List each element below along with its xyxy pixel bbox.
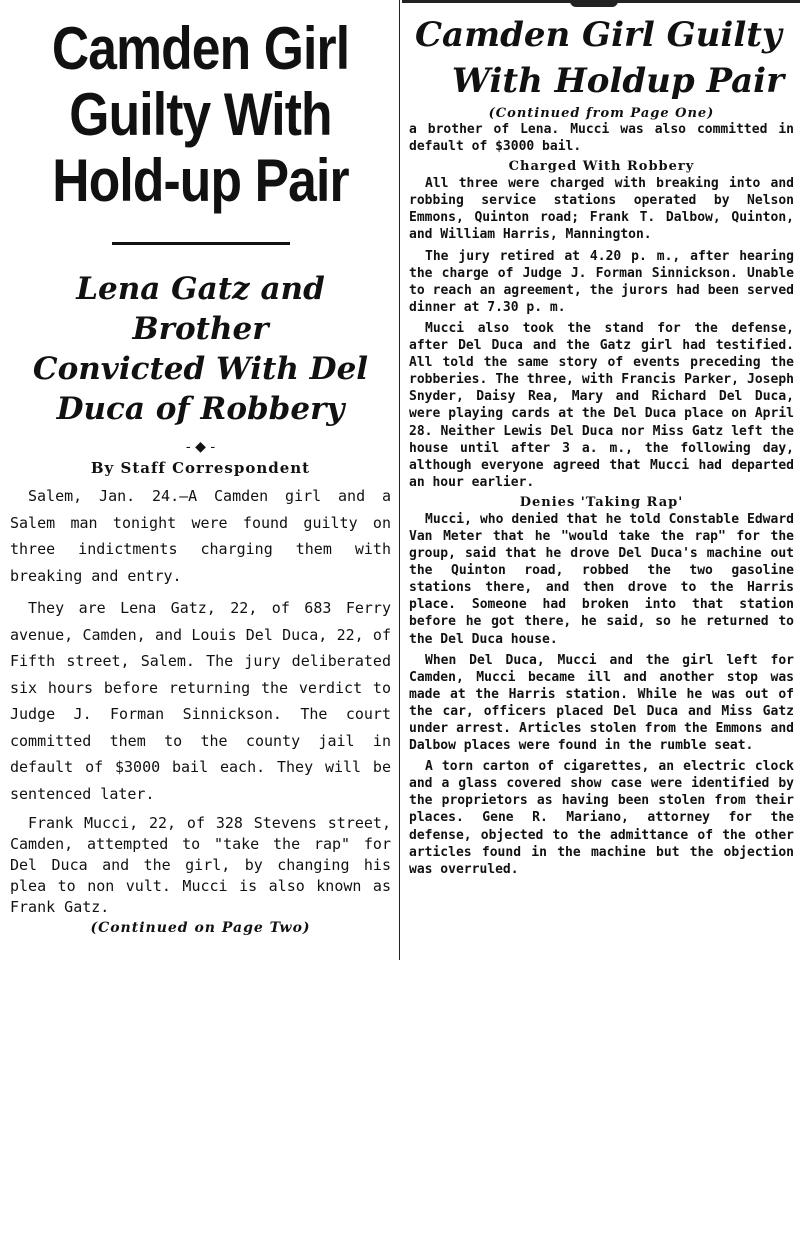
article-paragraph: Salem, Jan. 24.—A Camden girl and a Salem man tonight were found guilty on three indictments charging them with breaking and entry.	[10, 487, 391, 585]
continuation-headline-line-1: Camden Girl Guilty	[415, 15, 782, 55]
article-paragraph: A torn carton of cigarettes, an electric clock and a glass covered show case were identified by the proprietors as having been stolen from their places. Gene R. Mariano, attorney for the defense, objected to the admittance of the other articles found in the machine but the objection was overruled.	[409, 759, 794, 877]
right-column	[401, 0, 800, 882]
subhead-charged-with-robbery: Charged With Robbery	[508, 159, 695, 175]
continued-from-note: (Continued from Page One)	[488, 106, 715, 121]
deck-headline	[10, 269, 391, 429]
continuation-headline-line-2: With Holdup Pair	[451, 61, 784, 101]
byline: By Staff Correspondent	[90, 459, 311, 477]
article-paragraph: The jury retired at 4.20 p. m., after hearing the charge of Judge J. Forman Sinnickson. Unable to reach an agreement, the jurors had been served dinner at 7.30 p. m.	[409, 248, 794, 315]
continuation-headline	[409, 12, 794, 104]
deck-line-2: Convicted With Del	[32, 351, 369, 387]
continued-note: (Continued on Page Two)	[90, 920, 311, 936]
headline-divider	[112, 242, 290, 245]
main-headline	[37, 16, 365, 214]
ornament-divider: - ◆ -	[185, 439, 216, 455]
article-paragraph: Mucci also took the stand for the defense, after Del Duca and the Gatz girl had testified. All told the same story of events preceding the robberies. The three, with Francis Parker, Joseph Snyder, Daisy Rea, Mary and Richard Del Duca, were playing cards at the Del Duca place on April 28. Neither Lewis Del Duca nor Miss Gatz left the house until after 3 a. m., the following day, although everyone agreed that Mucci had departed an hour earlier.	[409, 320, 794, 490]
article-paragraph: Mucci, who denied that he told Constable Edward Van Meter that he "would take the rap" for the group, said that he drove Del Duca's machine out the Quinton road, robbed the two gasoline stations there, and then drove to the Harris place. Someone had broken into that station before he got there, he said, so he returned to the Del Duca house.	[409, 511, 794, 647]
article-paragraph: When Del Duca, Mucci and the girl left for Camden, Mucci became ill and another stop was made at the Harris station. While he was out of the car, officers placed Del Duca and Miss Gatz under arrest. Articles stolen from the Emmons and Dalbow places were found in the rumble seat.	[409, 652, 794, 754]
left-column	[0, 0, 400, 960]
main-headline-line-2: Guilty With	[69, 81, 332, 148]
article-paragraph: Frank Mucci, 22, of 328 Stevens street, Camden, attempted to "take the rap" for Del Duca and the girl, by changing his plea to non vult. Mucci is also known as Frank Gatz.	[10, 814, 391, 916]
subhead-denies-taking-rap: Denies 'Taking Rap'	[519, 494, 684, 510]
main-headline-line-1: Camden Girl	[51, 15, 350, 82]
deck-line-1: Lena Gatz and Brother	[76, 271, 325, 347]
article-paragraph: They are Lena Gatz, 22, of 683 Ferry avenue, Camden, and Louis Del Duca, 22, of Fifth street, Salem. The jury deliberated six hours before returning the verdict to Judge J. Forman Sinnickson. The court committed them to the county jail in default of $3000 bail each. They will be sentenced later.	[10, 599, 391, 803]
main-headline-line-3: Hold-up Pair	[52, 147, 349, 214]
article-paragraph: All three were charged with breaking into and robbing service stations operated by Nelson Emmons, Quinton road; Frank T. Dalbow, Quinton, and William Harris, Mannington.	[409, 176, 794, 243]
article-paragraph: a brother of Lena. Mucci was also committed in default of $3000 bail.	[409, 122, 794, 155]
deck-line-3: Duca of Robbery	[56, 391, 345, 427]
